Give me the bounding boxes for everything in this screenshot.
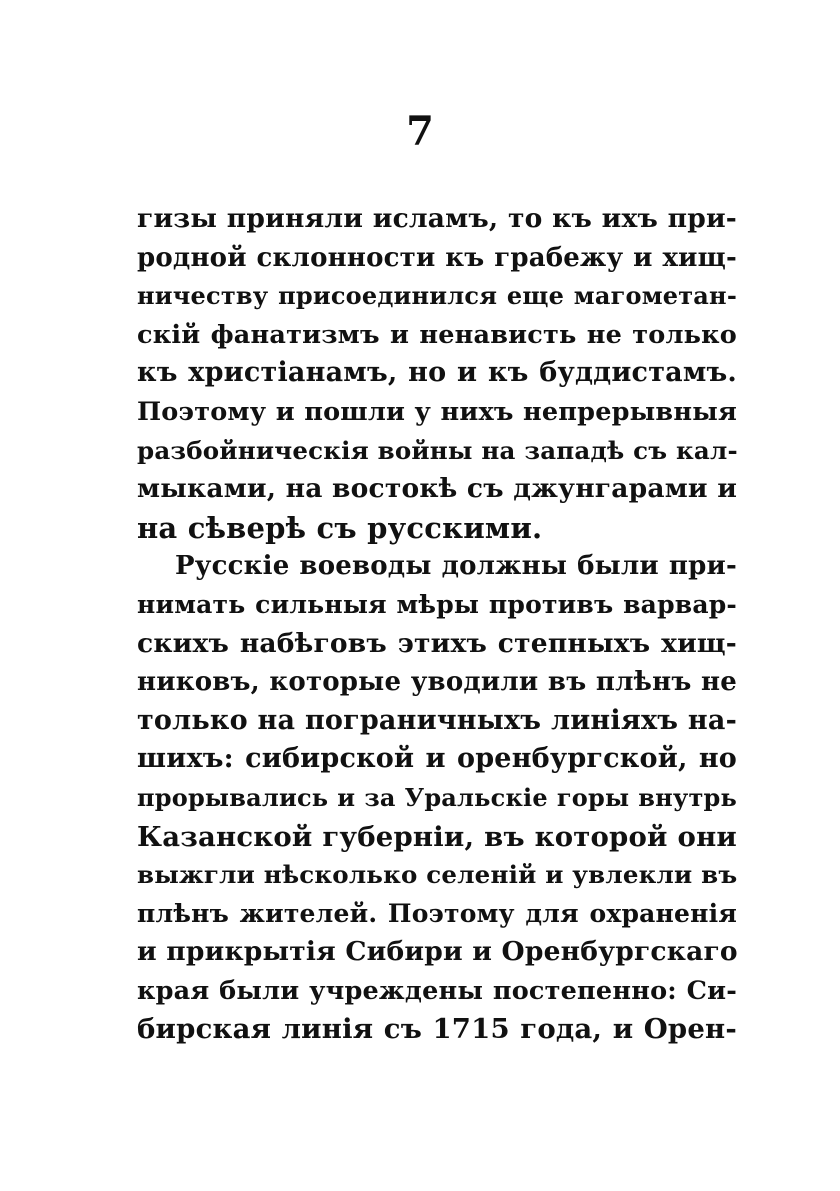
text-line: края были учреждены постепенно: Си- bbox=[137, 975, 737, 1006]
text-line: никовъ, которые уводили въ плѣнъ не bbox=[137, 667, 737, 698]
text-line: скій фанатизмъ и ненависть не только bbox=[137, 319, 737, 350]
text-line: только на пограничныхъ линіяхъ на- bbox=[137, 704, 737, 736]
text-line: Казанской губерніи, въ которой они bbox=[137, 820, 737, 853]
text-line: плѣнъ жителей. Поэтому для охраненія bbox=[137, 898, 737, 928]
text-line: на сѣверѣ съ русскими. bbox=[137, 510, 543, 545]
text-line: нимать сильныя мѣры противъ варвар- bbox=[137, 589, 737, 619]
paragraph-2 bbox=[137, 547, 737, 1049]
paragraph-1 bbox=[137, 200, 737, 547]
text-line: Русскіе воеводы должны были при- bbox=[175, 551, 737, 582]
text-line: къ христіанамъ, но и къ буддистамъ. bbox=[137, 357, 737, 389]
text-line: прорывались и за Уральскіе горы внутрь bbox=[137, 782, 737, 812]
text-line: Поэтому и пошли у нихъ непрерывныя bbox=[137, 396, 737, 427]
text-line: скихъ набѣговъ этихъ степныхъ хищ- bbox=[137, 627, 737, 659]
body-text bbox=[137, 200, 737, 1049]
text-line: ничеству присоединился еще магометан- bbox=[137, 281, 737, 311]
page-number: 7 bbox=[406, 108, 434, 155]
text-line: выжгли нѣсколько селеній и увлекли въ bbox=[137, 860, 738, 890]
text-line: родной склонности къ грабежу и хищ- bbox=[137, 242, 737, 273]
text-line: разбойническія войны на западѣ съ кал- bbox=[137, 435, 738, 465]
text-line: и прикрытія Сибири и Оренбургскаго bbox=[137, 936, 738, 968]
text-line: мыками, на востокѣ съ джунгарами и bbox=[137, 473, 738, 505]
text-line: бирская линія съ 1715 года, и Орен- bbox=[137, 1013, 737, 1046]
text-line: шихъ: сибирской и оренбургской, но bbox=[137, 743, 737, 775]
text-line: гизы приняли исламъ, то къ ихъ при- bbox=[137, 203, 737, 234]
